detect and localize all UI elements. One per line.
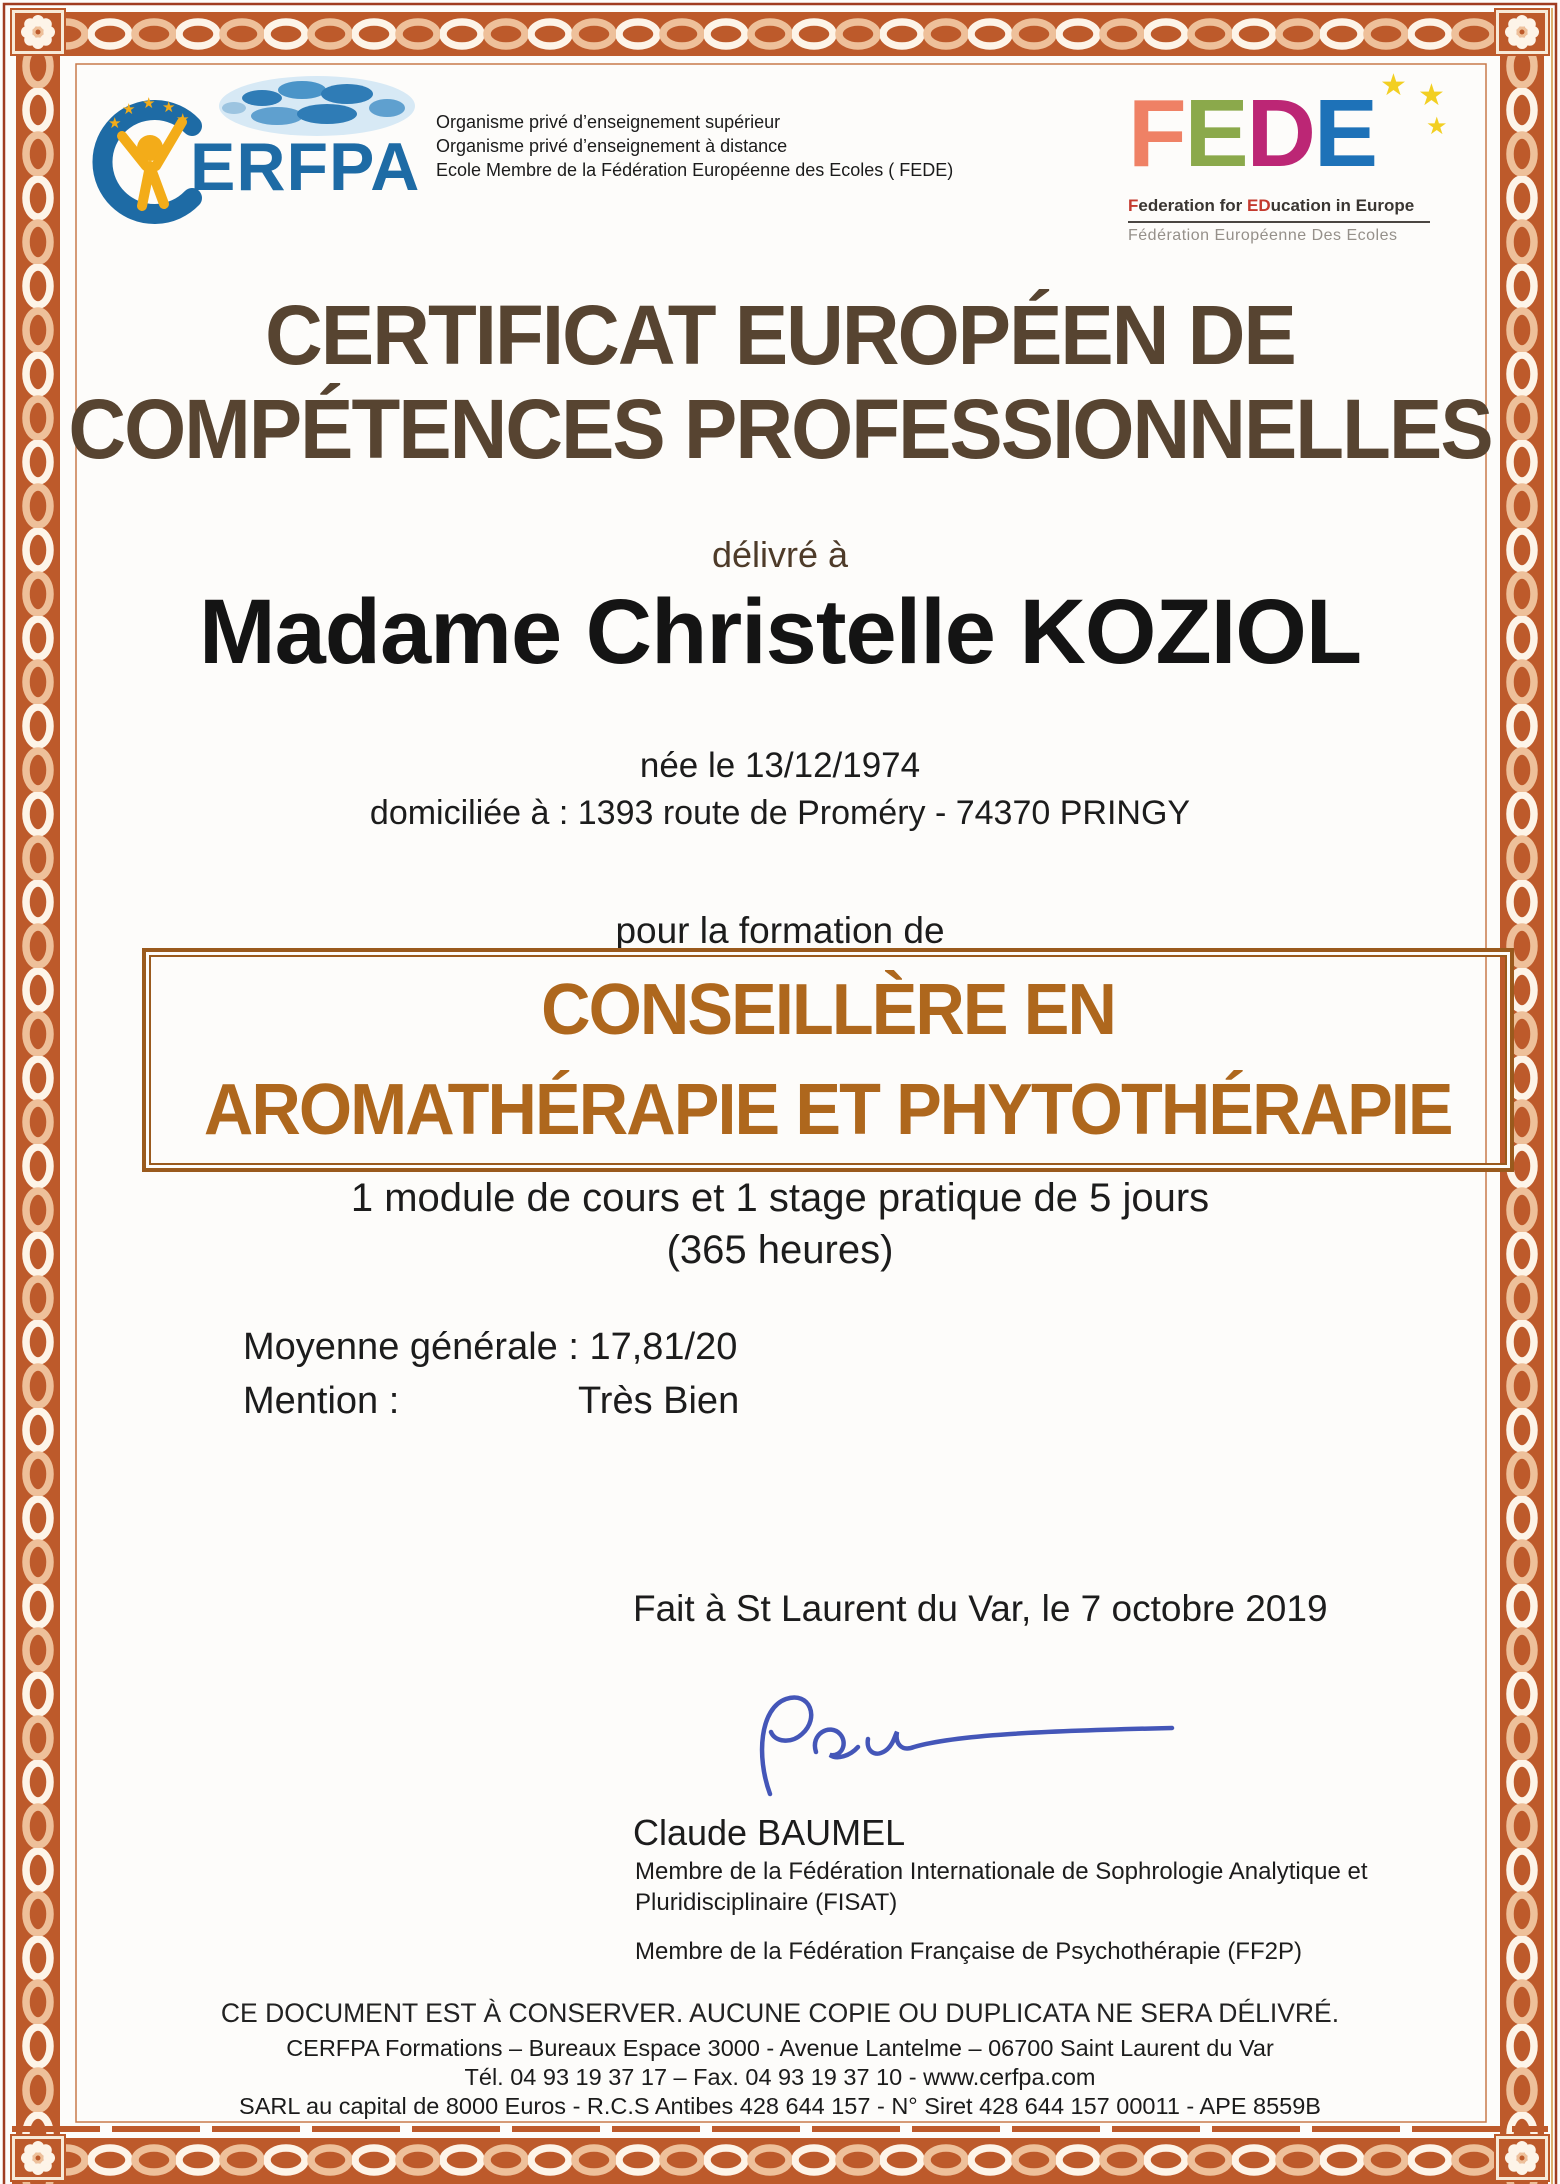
tagline-part: ED [1247,196,1271,215]
person-icon [122,122,182,206]
fede-letter: E [1314,80,1377,187]
tagline-part: ucation in Europe [1270,196,1415,215]
star-icon: ★ [1418,79,1445,112]
birth-date: née le 13/12/1974 [639,746,921,785]
tagline-part: ederation for [1138,196,1248,215]
recipient-name: Madame Christelle KOZIOL [198,581,1362,683]
grade-line [243,1326,737,1369]
mention-value: Très Bien [578,1380,740,1422]
conservation-notice: CE DOCUMENT EST À CONSERVER. AUCUNE COPIE OU DUPLICATA NE SERA DÉLIVRÉ. [220,1998,1340,2028]
footer-line: SARL au capital de 8000 Euros - R.C.S Antibes 428 644 157 - N° Siret 428 644 157 00011 - APE 8559B [239,2093,1321,2119]
cerfpa-logo [62,64,442,234]
grade-value: 17,81/20 [589,1326,738,1368]
fede-divider [1128,221,1430,223]
fede-letter: D [1246,80,1314,187]
fede-tagline [1128,196,1458,216]
issue-place-date: Fait à St Laurent du Var, le 7 octobre 2019 [633,1588,1328,1629]
signer-title: Membre de la Fédération Française de Psychothérapie (FF2P) [635,1938,1302,1965]
svg-text:★: ★ [142,95,156,112]
title-line: CERTIFICAT EUROPÉEN DE [265,288,1295,382]
signature-icon [740,1676,1200,1821]
org-description [436,110,953,182]
svg-text:★: ★ [162,99,176,116]
formation-intro: pour la formation de [615,910,945,951]
org-line: Organisme privé d’enseignement supérieur [436,112,781,132]
star-icon: ★ [1426,113,1448,140]
footer-line: CERFPA Formations – Bureaux Espace 3000 - Avenue Lantelme – 06700 Saint Laurent du Var [286,2035,1274,2061]
org-line: Ecole Membre de la Fédération Européenne des Ecoles ( FEDE) [436,160,954,180]
formation-line: AROMATHÉRAPIE ET PHYTOTHÉRAPIE [204,1069,1452,1150]
fede-logo [1128,69,1458,245]
svg-text:★: ★ [108,115,122,132]
fede-subtitle: Fédération Européenne Des Ecoles [1128,227,1398,244]
fede-wordmark [1128,80,1458,187]
star-icon: ★ [1380,69,1407,102]
svg-text:★: ★ [122,101,136,118]
org-line: Organisme privé d’enseignement à distance [436,136,788,156]
formation-hours: (365 heures) [666,1228,894,1272]
title-line: COMPÉTENCES PROFESSIONNELLES [68,382,1492,476]
mention-label: Mention : [243,1380,400,1422]
formation-line: CONSEILLÈRE EN [541,970,1115,1051]
fede-letter: E [1184,80,1247,187]
cerfpa-wordmark: ERFPA [190,129,421,205]
formation-title-box [142,948,1514,1172]
svg-text:★: ★ [176,111,190,128]
certificate-title [39,288,1521,476]
formation-details: 1 module de cours et 1 stage pratique de 5 jours [350,1176,1210,1220]
globe-icon [219,76,415,136]
signer-title: Membre de la Fédération Internationale de Sophrologie Analytique et Pluridisciplinaire (FISAT) [635,1858,1368,1916]
footer-line: Tél. 04 93 19 37 17 – Fax. 04 93 19 37 10 - www.cerfpa.com [464,2064,1096,2090]
fede-letter: F [1128,80,1185,187]
tagline-part: F [1128,196,1139,215]
delivered-to-label: délivré à [711,534,849,575]
footer-contact [0,2034,1560,2121]
recipient-address: domiciliée à : 1393 route de Proméry - 74370 PRINGY [369,794,1191,832]
grade-label: Moyenne générale : [243,1326,579,1368]
signer-name: Claude BAUMEL [633,1812,906,1853]
